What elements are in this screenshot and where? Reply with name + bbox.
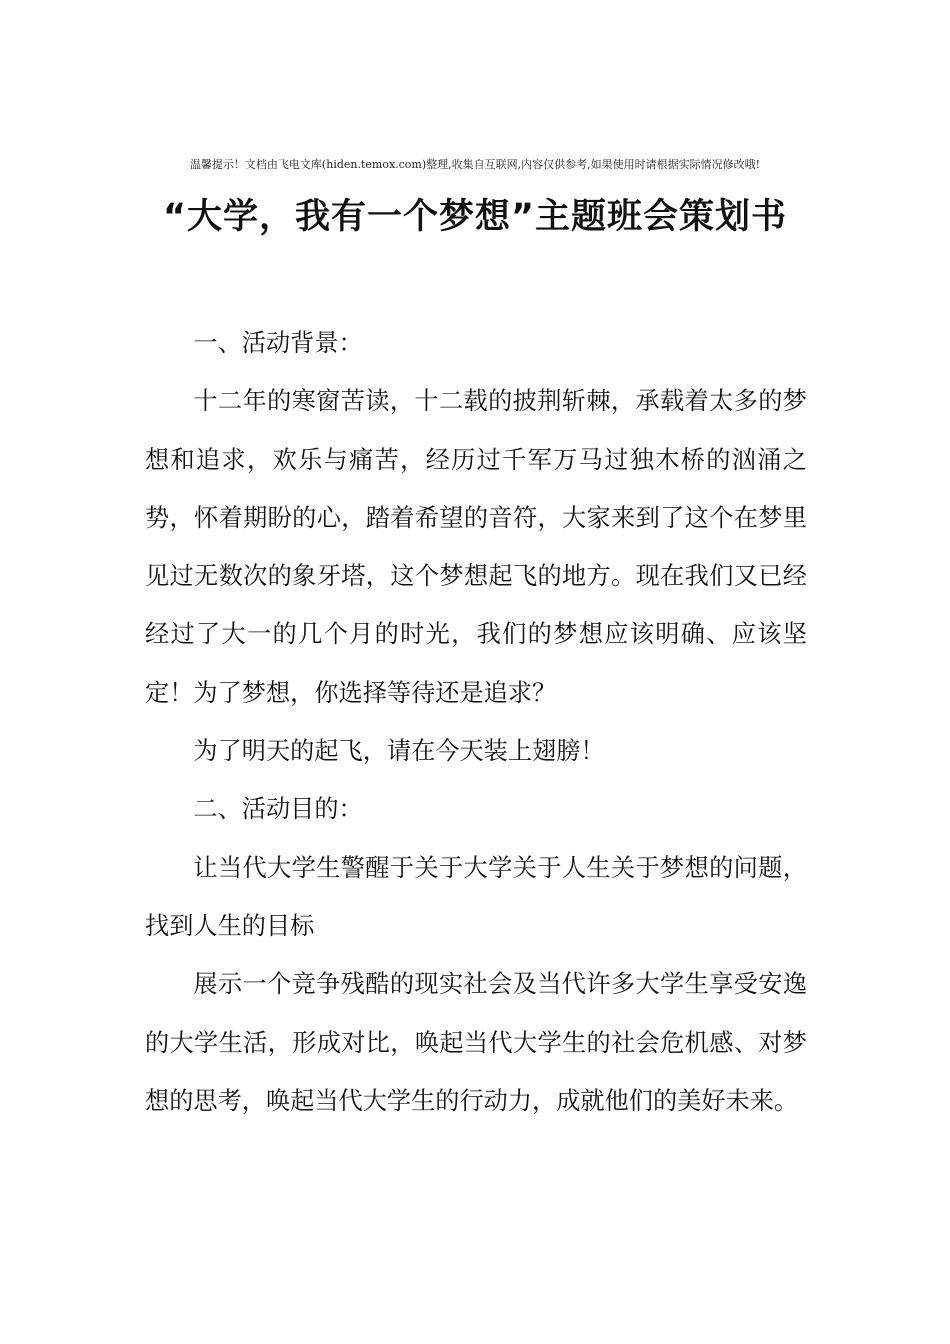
download-notice: 温馨提示！文档由飞电文库(hiden.temox.com)整理,收集自互联网,内容仅供参考,如果使用时请根据实际情况修改哦! [189, 158, 761, 171]
section-heading-purpose: 二、活动目的： [193, 795, 363, 824]
section-heading-background: 一、活动背景： [193, 329, 363, 357]
paragraph-purpose-2: 展示一个竞争残酷的现实社会及当代许多大学生享受安逸的大学生活，形成对比，唤起当代大学生的社会危机感、对梦想的思考，唤起当代大学生的行动力，成就他们的美好未来。 [145, 970, 807, 1115]
document-title: “大学，我有一个梦想”主题班会策划书 [162, 197, 787, 237]
paragraph-purpose-1: 让当代大学生警醒于关于大学关于人生关于梦想的问题，找到人生的目标 [145, 853, 807, 940]
document-body [145, 314, 807, 1130]
paragraph-background-2: 为了明天的起飞，请在今天装上翅膀！ [193, 737, 605, 766]
paragraph-background-1: 十二年的寒窗苦读，十二载的披荆斩棘，承载着太多的梦想和追求，欢乐与痛苦，经历过千军万马过独木桥的汹涌之势，怀着期盼的心，踏着希望的音符，大家来到了这个在梦里见过无数次的象牙塔，这个梦想起飞的地方。现在我们又已经经过了大一的几个月的时光，我们的梦想应该明确、应该坚定！为了梦想，你选择等待还是追求？ [145, 387, 807, 707]
